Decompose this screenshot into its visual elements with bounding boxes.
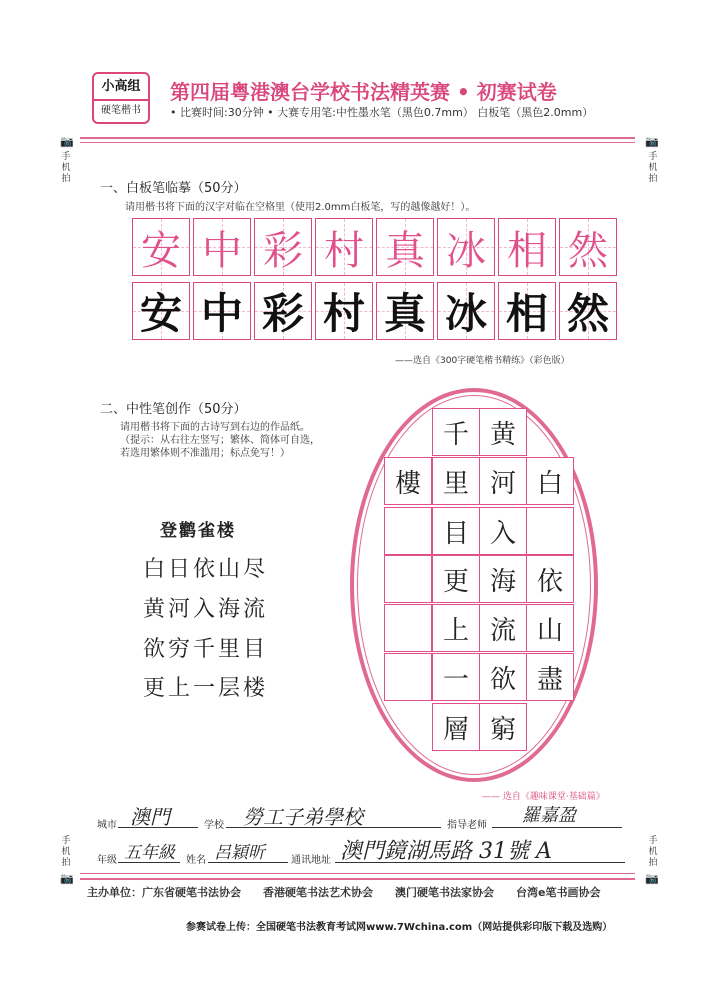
name-label: 姓名 [186, 855, 206, 866]
written-char: 村 [322, 289, 365, 338]
artwork-char: 上 [442, 615, 469, 646]
school-underline [226, 827, 441, 828]
name-value: 呂穎昕 [214, 843, 265, 863]
camera-icon: 📷 [60, 872, 74, 885]
artwork-cell [526, 457, 574, 505]
artwork-char: 樓 [394, 468, 421, 499]
exam-subtitle: • 比赛时间:30分钟 • 大赛专用笔:中性墨水笔（黑色0.7mm） 白板笔（黑色2.0mm） [170, 106, 594, 119]
writing-cell [437, 282, 495, 340]
artwork-char: 盡 [536, 664, 563, 695]
section2-instruction-2: （提示：从右往左竖写；繁体、简体可自选， [120, 435, 320, 446]
writing-cell [315, 282, 373, 340]
address-value: 澳門鏡湖馬路 31號 A [340, 839, 552, 864]
written-char: 安 [139, 289, 182, 338]
section2-instruction-1: 请用楷书将下面的古诗写到右边的作品纸。 [120, 422, 310, 433]
model-char: 中 [202, 227, 242, 274]
group-badge [92, 72, 150, 124]
section2-heading: 二、中性笔创作（50分） [100, 402, 247, 417]
artwork-char: 欲 [489, 664, 516, 695]
name-underline [208, 862, 288, 863]
written-char-row [132, 282, 620, 340]
artwork-cell [479, 457, 527, 505]
model-char: 然 [568, 227, 608, 274]
organizers: 主办单位：广东省硬笔书法协会 香港硬笔书法艺术协会 澳门硬笔书法家协会 台湾e笔书画协会 [87, 886, 601, 899]
city-label: 城市 [97, 820, 117, 831]
poem-line: 更上一层楼 [143, 676, 269, 701]
camera-icon: 📷 [645, 135, 659, 148]
artwork-char: 流 [489, 615, 516, 646]
model-char: 相 [507, 227, 547, 274]
model-char: 安 [141, 227, 181, 274]
side-label-right-bottom: 手机拍 [648, 836, 658, 868]
poem-line: 欲穷千里目 [143, 637, 269, 662]
artwork-cell [432, 604, 480, 652]
upload-info: 参赛试卷上传：全国硬笔书法教育考试网www.7Wchina.com（网站提供彩印版下载及选购） [186, 922, 613, 933]
section1-heading: 一、白板笔临摹（50分） [100, 181, 247, 196]
header-divider-thin [80, 142, 635, 143]
side-label-left-bottom: 手机拍 [61, 836, 71, 868]
writing-cell [376, 282, 434, 340]
model-char: 冰 [446, 227, 486, 274]
writing-cell [132, 282, 190, 340]
artwork-cell [479, 555, 527, 603]
teacher-label: 指导老师 [447, 820, 487, 831]
artwork-cell [432, 408, 480, 456]
artwork-char: 千 [442, 419, 469, 450]
artwork-cell [479, 653, 527, 701]
written-char: 中 [200, 289, 243, 338]
city-value: 澳門 [130, 805, 170, 829]
model-cell [315, 218, 373, 276]
artwork-cell [432, 555, 480, 603]
artwork-char: 白 [536, 468, 563, 499]
artwork-char: 里 [442, 468, 469, 499]
artwork-char: 窮 [489, 714, 516, 745]
side-label-left-top: 手机拍 [61, 152, 71, 184]
written-char: 然 [566, 289, 609, 338]
artwork-char: 河 [489, 468, 516, 499]
address-underline [335, 862, 625, 863]
artwork-cell [526, 653, 574, 701]
artwork-char: 海 [489, 566, 516, 597]
written-char: 真 [383, 289, 426, 338]
poem-title: 登鹳雀楼 [160, 521, 236, 541]
model-char: 村 [324, 227, 364, 274]
artwork-cell [432, 703, 480, 751]
writing-cell [559, 282, 617, 340]
artwork-cell [479, 604, 527, 652]
exam-title: 第四届粤港澳台学校书法精英赛 • 初赛试卷 [170, 80, 557, 104]
teacher-underline [492, 827, 622, 828]
artwork-cell [384, 555, 432, 603]
side-label-right-top: 手机拍 [648, 152, 658, 184]
poem-line: 黄河入海流 [143, 597, 269, 622]
model-cell [254, 218, 312, 276]
artwork-cell [479, 703, 527, 751]
model-cell [132, 218, 190, 276]
artwork-char: 更 [442, 566, 469, 597]
camera-icon: 📷 [645, 872, 659, 885]
artwork-char: 黄 [489, 419, 516, 450]
city-underline [118, 827, 198, 828]
model-cell [559, 218, 617, 276]
artwork-char: 入 [489, 518, 516, 549]
artwork-cell [526, 604, 574, 652]
grade-underline [118, 862, 180, 863]
footer-divider-thin [80, 873, 635, 874]
section1-source: ——选自《300字硬笔楷书精练》（彩色版） [395, 356, 570, 366]
grade-label: 年级 [97, 855, 117, 866]
school-label: 学校 [204, 820, 224, 831]
artwork-char: 依 [536, 566, 563, 597]
header-divider [80, 137, 635, 139]
artwork-cell [384, 457, 432, 505]
artwork-cell [432, 457, 480, 505]
footer-divider [80, 878, 635, 880]
section1-instruction: 请用楷书将下面的汉字对临在空格里（使用2.0mm白板笔，写的越像越好！）。 [125, 202, 476, 213]
school-value: 勞工子弟學校 [243, 805, 363, 829]
camera-icon: 📷 [60, 135, 74, 148]
artwork-cell [526, 507, 574, 555]
artwork-cell [384, 604, 432, 652]
artwork-cell [384, 507, 432, 555]
model-cell [193, 218, 251, 276]
artwork-cell [432, 653, 480, 701]
artwork-char: 目 [442, 518, 469, 549]
artwork-cell [384, 653, 432, 701]
address-label: 通讯地址 [291, 855, 331, 866]
badge-top-text: 小高组 [94, 74, 148, 101]
poem-line: 白日依山尽 [143, 557, 269, 582]
written-char: 冰 [444, 289, 487, 338]
model-char: 彩 [263, 227, 303, 274]
model-char: 真 [385, 227, 425, 274]
writing-cell [193, 282, 251, 340]
written-char: 彩 [261, 289, 304, 338]
writing-cell [498, 282, 556, 340]
artwork-char: 層 [442, 714, 469, 745]
model-cell [437, 218, 495, 276]
artwork-cell [479, 507, 527, 555]
teacher-value: 羅嘉盈 [522, 805, 576, 826]
badge-bottom-text: 硬笔楷书 [101, 105, 141, 116]
written-char: 相 [505, 289, 548, 338]
model-cell [376, 218, 434, 276]
writing-cell [254, 282, 312, 340]
model-char-row [132, 218, 620, 276]
section2-source: —— 选自《趣味课堂·基础篇》 [482, 792, 605, 802]
artwork-cell [479, 408, 527, 456]
artwork-cell [526, 555, 574, 603]
model-cell [498, 218, 556, 276]
grade-value: 五年級 [124, 843, 175, 863]
artwork-cell [432, 507, 480, 555]
artwork-char: 山 [536, 615, 563, 646]
section2-instruction-3: 若选用繁体则不准滥用；标点免写！） [120, 448, 290, 459]
artwork-char: 一 [442, 664, 469, 695]
